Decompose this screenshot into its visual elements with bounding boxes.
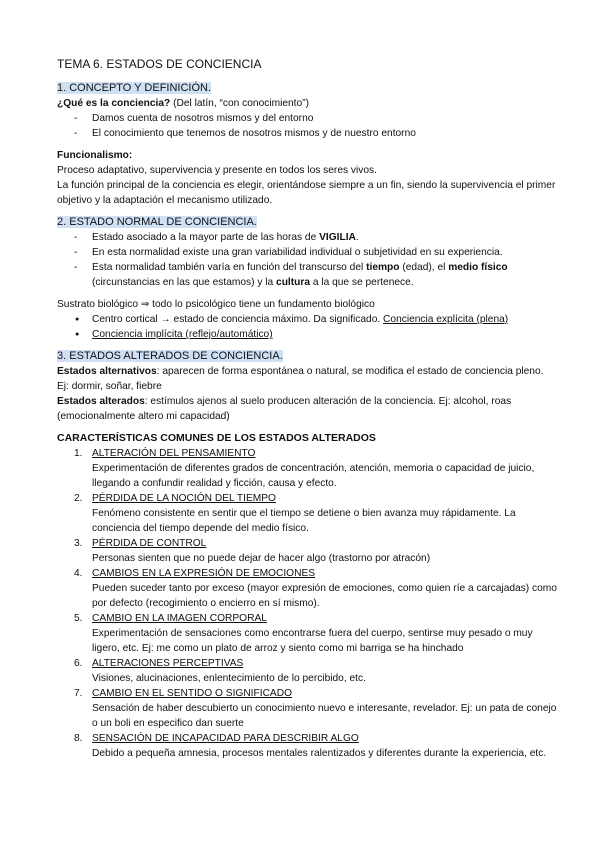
list-item: ● Conciencia implícita (reflejo/automático) (92, 327, 557, 342)
section-1-heading: 1. CONCEPTO Y DEFINICIÓN. (57, 82, 212, 94)
list-item: - Esta normalidad también varía en función del transcurso del tiempo (edad), el medio físico (circunstancias en las que estamos) y la cultura a la que se pertenece. (92, 260, 557, 290)
list-item: ● Centro cortical → estado de conciencia máximo. Da significado. Conciencia explícita (plena) (92, 312, 557, 327)
characteristics-list (57, 446, 557, 761)
paragraph: La función principal de la conciencia es elegir, orientándose siempre a un fin, siendo la supervivencia el primer objetivo y la adaptación el mecanismo utilizado. (57, 180, 556, 206)
list-item: 8. SENSACIÓN DE INCAPACIDAD PARA DESCRIBIR ALGO Debido a pequeña amnesia, procesos mentales ralentizados y diferentes durante la experiencia, etc. (74, 733, 547, 759)
list-item: 1. ALTERACIÓN DEL PENSAMIENTO Experimentación de diferentes grados de concentración, atención, memoria o capacidad de juicio, llegando a confundir realidad y ficción, causa y efecto. (74, 448, 535, 489)
normal-state-list (57, 230, 557, 290)
characteristics-heading: CARACTERÍSTICAS COMUNES DE LOS ESTADOS ALTERADOS (57, 432, 376, 444)
sustrato-line: Sustrato biológico ⇒ todo lo psicológico tiene un fundamento biológico (57, 299, 375, 310)
paragraph: Proceso adaptativo, supervivencia y presente en todos los seres vivos. (57, 165, 377, 176)
section-3-heading: 3. ESTADOS ALTERADOS DE CONCIENCIA. (57, 350, 283, 362)
paragraph: Estados alterados: estímulos ajenos al suelo producen alteración de la conciencia. Ej: alcohol, roas (emocionalmente altero mi capacidad) (57, 396, 512, 422)
list-item: 3. PÉRDIDA DE CONTROL Personas sienten que no puede dejar de hacer algo (trastorno por atracón) (74, 538, 431, 564)
section-2-heading: 2. ESTADO NORMAL DE CONCIENCIA. (57, 216, 257, 228)
list-item: 7. CAMBIO EN EL SENTIDO O SIGNIFICADO Sensación de haber descubierto un conocimiento nuevo e interesante, revelador. Ej: un pata de conejo o un boli en especifico dan suerte (74, 688, 557, 729)
sustrato-list (57, 312, 557, 342)
list-item: - Estado asociado a la mayor parte de las horas de VIGILIA. (92, 230, 557, 245)
document-page (57, 56, 557, 761)
paragraph: Estados alternativos: aparecen de forma espontánea o natural, se modifica el estado de conciencia pleno. Ej: dormir, soñar, fiebre (57, 366, 544, 392)
funcionalismo-label: Funcionalismo: (57, 150, 133, 161)
list-item: 2. PÉRDIDA DE LA NOCIÓN DEL TIEMPO Fenómeno consistente en sentir que el tiempo se detiene o bien avanza muy rápidamente. La conciencia del tiempo depende del medio físico. (74, 493, 516, 534)
list-item: - El conocimiento que tenemos de nosotros mismos y de nuestro entorno (92, 126, 557, 141)
page-title: TEMA 6. ESTADOS DE CONCIENCIA (57, 57, 262, 71)
list-item: 5. CAMBIO EN LA IMAGEN CORPORAL Experimentación de sensaciones como encontrarse fuera del cuerpo, sentirse muy pesado o muy ligero, etc. Ej: me como un plato de arroz y siento como mi barriga se ha hinchado (74, 613, 533, 654)
list-item: 4. CAMBIOS EN LA EXPRESIÓN DE EMOCIONES Pueden suceder tanto por exceso (mayor expresión de emociones, como quien ríe a carcajadas) como por defecto (recogimiento o encierro en sí mismo). (74, 568, 557, 609)
list-item: 6. ALTERACIONES PERCEPTIVAS Visiones, alucinaciones, enlentecimiento de lo percibido, etc. (74, 658, 366, 684)
list-item: - En esta normalidad existe una gran variabilidad individual o subjetividad en su experiencia. (92, 245, 557, 260)
question-line: ¿Qué es la conciencia? (Del latín, “con conocimiento”) (57, 98, 309, 109)
list-item: - Damos cuenta de nosotros mismos y del entorno (92, 111, 557, 126)
definition-list (57, 111, 557, 141)
